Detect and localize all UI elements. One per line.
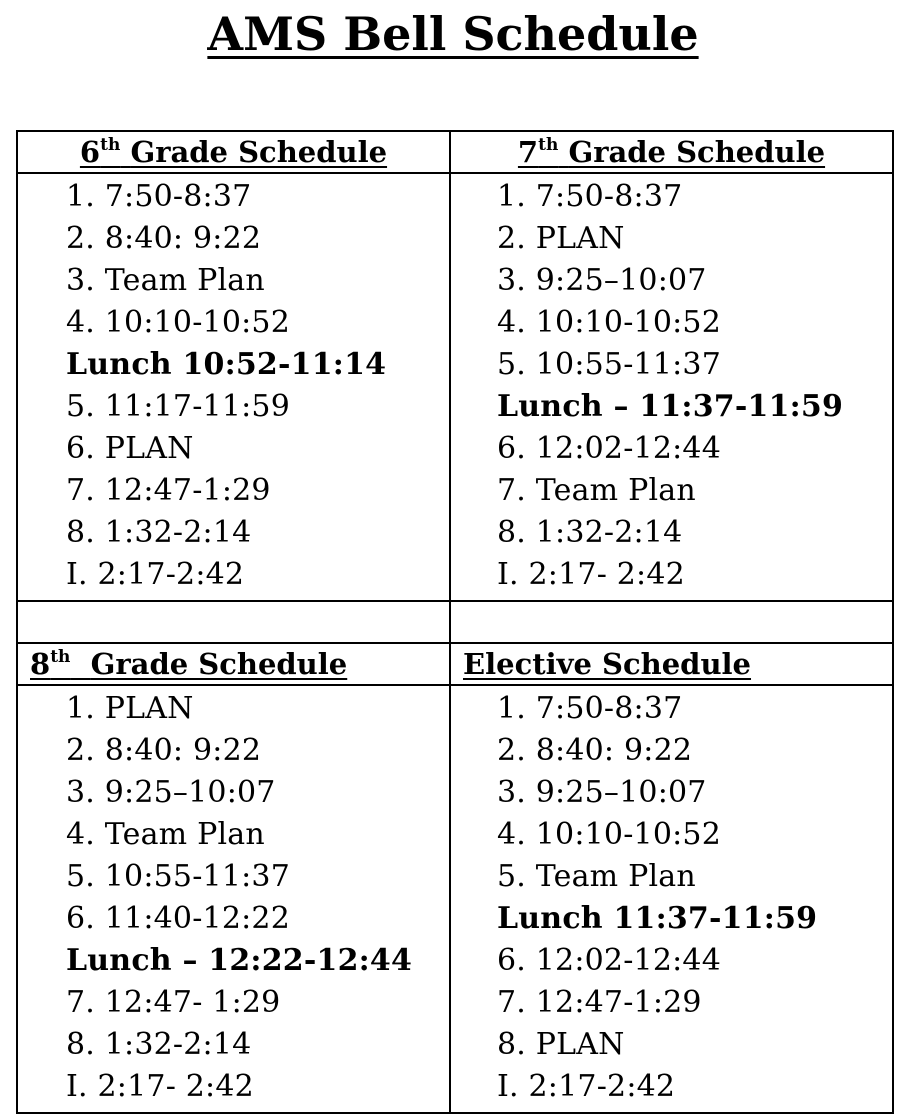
- grade7-item-9: 8. 1:32-2:14: [497, 515, 683, 550]
- grade8-header: [17, 643, 450, 685]
- grade7-item-1: 1. 7:50-8:37: [497, 179, 683, 214]
- elective-item-7: 6. 12:02-12:44: [497, 943, 722, 978]
- elective-item-3: 3. 9:25–10:07: [497, 775, 707, 810]
- grade6-ordinal-suffix: th: [100, 135, 121, 155]
- grade7-item-5: 5. 10:55-11:37: [497, 347, 722, 382]
- grade8-item-9: 8. 1:32-2:14: [66, 1027, 252, 1062]
- grade6-item-9: 8. 1:32-2:14: [66, 515, 252, 550]
- grade6-item-1: 1. 7:50-8:37: [66, 179, 252, 214]
- spacer-row: [17, 601, 893, 643]
- grade6-header-label: Grade Schedule: [130, 135, 388, 169]
- grade7-list: [450, 173, 893, 601]
- grade6-item-4: 4. 10:10-10:52: [66, 305, 291, 340]
- grade7-item-8: 7. Team Plan: [497, 473, 696, 508]
- grade6-header-text: [80, 135, 387, 169]
- grade8-item-5: 5. 10:55-11:37: [66, 859, 291, 894]
- grade6-item-6: 5. 11:17-11:59: [66, 389, 291, 424]
- page-title: AMS Bell Schedule: [207, 7, 699, 61]
- elective-list: [450, 685, 893, 1113]
- grade6-list: [17, 173, 450, 601]
- grade6-item-7: 6. PLAN: [66, 431, 194, 466]
- grade7-header: [450, 131, 893, 173]
- grade7-item-7: 6. 12:02-12:44: [497, 431, 722, 466]
- grade6-item-10: I. 2:17-2:42: [66, 557, 245, 592]
- elective-item-5: 5. Team Plan: [497, 859, 696, 894]
- grade7-ordinal: 7: [517, 135, 539, 169]
- elective-header: [450, 643, 893, 685]
- header-row-top: [17, 131, 893, 173]
- grade8-ordinal: 8: [30, 647, 51, 681]
- grade8-header-text: [30, 647, 347, 681]
- grade6-header: [17, 131, 450, 173]
- grade8-item-8: 7. 12:47- 1:29: [66, 985, 281, 1020]
- spacer-cell-left: [17, 601, 450, 643]
- elective-item-4: 4. 10:10-10:52: [497, 817, 722, 852]
- elective-item-8: 7. 12:47-1:29: [497, 985, 702, 1020]
- elective-item-9: 8. PLAN: [497, 1027, 625, 1062]
- schedule-table: [16, 130, 894, 1114]
- grade8-item-6: 6. 11:40-12:22: [66, 901, 291, 936]
- grade6-ordinal: 6: [79, 135, 101, 169]
- grade7-item-6: Lunch – 11:37-11:59: [497, 389, 844, 424]
- elective-item-2: 2. 8:40: 9:22: [497, 733, 693, 768]
- grade7-item-4: 4. 10:10-10:52: [497, 305, 722, 340]
- elective-header-label: Elective Schedule: [463, 647, 752, 681]
- list-row-bottom: [17, 685, 893, 1113]
- grade7-header-text: [518, 135, 825, 169]
- grade6-item-5: Lunch 10:52-11:14: [66, 347, 387, 382]
- grade7-item-10: I. 2:17- 2:42: [497, 557, 685, 592]
- grade6-item-3: 3. Team Plan: [66, 263, 265, 298]
- grade7-ordinal-suffix: th: [538, 135, 559, 155]
- spacer-cell-right: [450, 601, 893, 643]
- elective-item-6: Lunch 11:37-11:59: [497, 901, 818, 936]
- grade8-item-1: 1. PLAN: [66, 691, 194, 726]
- grade7-header-label: Grade Schedule: [568, 135, 826, 169]
- grade8-list: [17, 685, 450, 1113]
- grade8-item-2: 2. 8:40: 9:22: [66, 733, 262, 768]
- elective-item-10: I. 2:17-2:42: [497, 1069, 676, 1104]
- grade8-item-10: I. 2:17- 2:42: [66, 1069, 254, 1104]
- grade8-item-3: 3. 9:25–10:07: [66, 775, 276, 810]
- grade7-item-3: 3. 9:25–10:07: [497, 263, 707, 298]
- grade8-item-7: Lunch – 12:22-12:44: [66, 943, 413, 978]
- elective-item-1: 1. 7:50-8:37: [497, 691, 683, 726]
- grade8-ordinal-suffix: th: [50, 647, 71, 667]
- grade8-item-4: 4. Team Plan: [66, 817, 265, 852]
- grade6-item-2: 2. 8:40: 9:22: [66, 221, 262, 256]
- grade6-item-8: 7. 12:47-1:29: [66, 473, 271, 508]
- grade8-header-label: Grade Schedule: [90, 647, 348, 681]
- grade7-item-2: 2. PLAN: [497, 221, 625, 256]
- header-row-bottom: [17, 643, 893, 685]
- list-row-top: [17, 173, 893, 601]
